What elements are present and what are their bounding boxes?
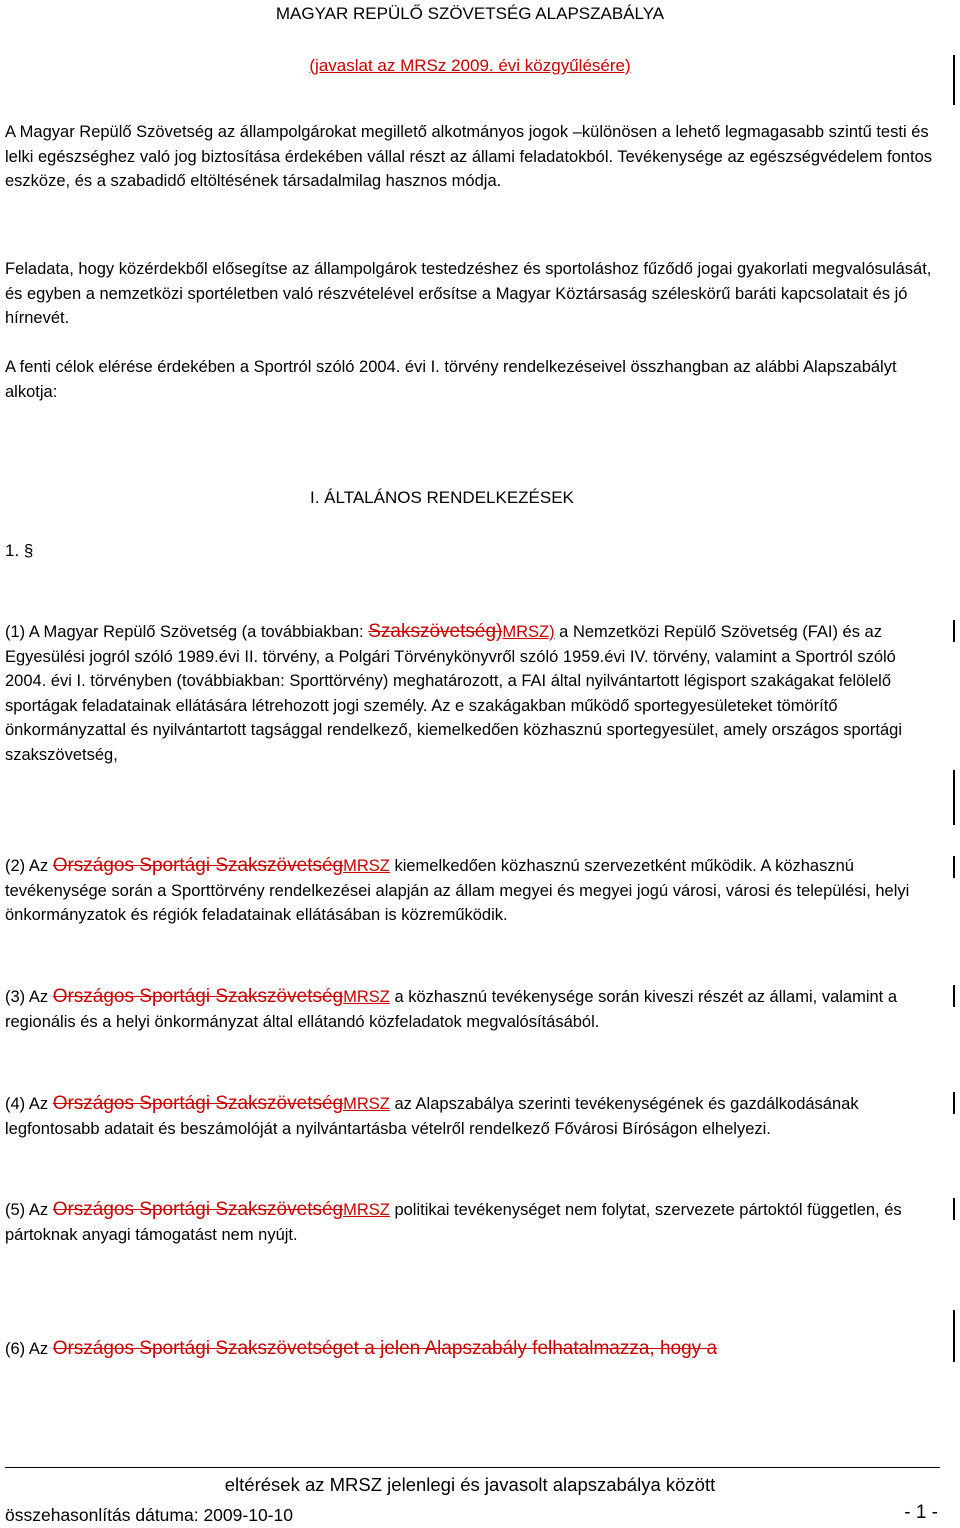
clause-2-inserted-text: MRSZ (343, 857, 390, 875)
clause-4-deleted-text: Országos Sportági Szakszövetség (52, 1093, 344, 1114)
clause-5-text-pre: (5) Az (5, 1201, 53, 1219)
clause-1-inserted-text: MRSZ) (502, 623, 555, 641)
clause-1-text-post: a Nemzetközi Repülő Szövetség (FAI) és az Egyesülési jogról szóló 1989.évi II. törvény, a Polgári Törvénykönyvről szóló 1959.évi IV. törvény, valamint a Sportról szóló 2004. évi I. törvényben (továbbiakban: Sporttörvény) meghatározott, a FAI által nyilvántartott légisport szakágakat felölelő sportágak feladatainak ellátására létrehozott jogi személy. Az e szakágakban működő sportegyesületeket tömörítő önkormányzattal és nyilvántartott tagsággal rendelkező, kiemelkedően közhasznú sportegyesület, amely országos sportági szakszövetség, (5, 623, 902, 764)
change-bar (953, 55, 955, 105)
clause-5-inserted-text: MRSZ (343, 1201, 390, 1219)
clause-4-inserted-text: MRSZ (343, 1095, 390, 1113)
clause-1 (5, 620, 940, 767)
clause-5 (5, 1198, 940, 1247)
clause-3 (5, 985, 940, 1034)
clause-5-deleted-text: Országos Sportági Szakszövetség (52, 1199, 344, 1220)
clause-2 (5, 854, 940, 928)
clause-4-text-post: az Alapszabálya szerinti tevékenységének és gazdálkodásának legfontosabb adatait és beszámolóját a nyilvántartásba vételről rendelkező Fővárosi Bíróságon elhelyezi. (5, 1095, 859, 1138)
clause-3-text-post: a közhasznú tevékenysége során kiveszi részét az állami, valamint a regionális és a helyi önkormányzat által ellátandó közfeladatok megvalósításából. (5, 988, 898, 1031)
clause-4-text-pre: (4) Az (5, 1095, 53, 1113)
clause-3-text-pre: (3) Az (5, 988, 53, 1006)
preamble-paragraph-3: A fenti célok elérése érdekében a Sportról szóló 2004. évi I. törvény rendelkezéseivel összhangban az alábbi Alapszabályt alkotja: (5, 358, 897, 401)
clause-5-text-post: politikai tevékenységet nem folytat, szervezete pártoktól független, és pártoknak anyagi támogatást nem nyújt. (5, 1201, 902, 1244)
preamble-paragraph-1: A Magyar Repülő Szövetség az állampolgárokat megillető alkotmányos jogok –különösen a lehető legmagasabb szintű testi és lelki egészséghez való jog biztosítása érdekében vállal részt az állami feladatokból. Tevékenysége az egészségvédelem fontos eszköze, és a szabadidő eltöltésének társadalmilag hasznos módja. (5, 123, 932, 190)
clause-2-text-post: kiemelkedően közhasznú szervezetként működik. A közhasznú tevékenysége során a Sporttörvény rendelkezései alapján az állam megyei és megyei jogú városi, városi és települési, helyi önkormányzatok és régiók feladatainak ellátásában is közreműködik. (5, 857, 910, 924)
change-bar (953, 1310, 955, 1362)
section-title: I. ÁLTALÁNOS RENDELKEZÉSEK (310, 488, 574, 507)
change-bar (953, 985, 955, 1007)
clause-6-text-pre: (6) Az (5, 1340, 53, 1358)
page-number: - 1 - (904, 1502, 938, 1523)
clause-1-deleted-text: Szakszövetség) (368, 621, 503, 642)
clause-2-text-pre: (2) Az (5, 857, 53, 875)
clause-3-deleted-text: Országos Sportági Szakszövetség (52, 986, 344, 1007)
clause-1-text-pre: (1) A Magyar Repülő Szövetség (a továbbiakban: (5, 623, 369, 641)
document-title: MAGYAR REPÜLŐ SZÖVETSÉG ALAPSZABÁLYA (275, 4, 665, 23)
clause-2-deleted-text: Országos Sportági Szakszövetség (52, 855, 344, 876)
change-bar (953, 856, 955, 878)
change-bar (953, 1092, 955, 1114)
change-bar (953, 1198, 955, 1220)
footer-divider (5, 1467, 940, 1468)
paragraph-number: 1. § (5, 541, 34, 560)
footer-title: eltérések az MRSZ jelenlegi és javasolt alapszabálya között (224, 1474, 716, 1495)
clause-6 (5, 1337, 940, 1362)
footer-date: összehasonlítás dátuma: 2009-10-10 (5, 1505, 293, 1525)
clause-6-deleted-text: Országos Sportági Szakszövetséget a jelen Alapszabály felhatalmazza, hogy a (52, 1338, 718, 1359)
change-bar (953, 620, 955, 642)
document-subtitle: (javaslat az MRSz 2009. évi közgyűlésére) (309, 56, 631, 75)
change-bar (953, 770, 955, 825)
clause-4 (5, 1092, 940, 1141)
preamble-paragraph-2: Feladata, hogy közérdekből elősegítse az állampolgárok testedzéshez és sportoláshoz fűződő jogai gyakorlati megvalósulását, és egyben a nemzetközi sportéletben való részvételével erősítse a Magyar Köztársaság széleskörű baráti kapcsolatait és jó hírnevét. (5, 260, 932, 327)
clause-3-inserted-text: MRSZ (343, 988, 390, 1006)
